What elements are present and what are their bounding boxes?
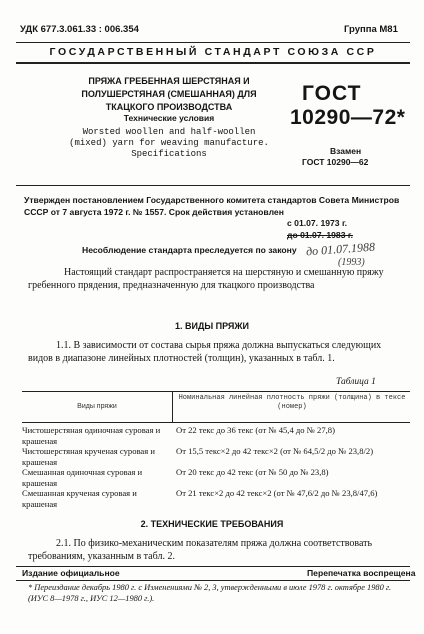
approval-text: Утвержден постановлением Государственного комитета стандартов Совета Министров СССР от 7 августа 1972 г. № 1557. Срок действия установлен (24, 195, 400, 217)
section-2-heading: 2. ТЕХНИЧЕСКИЕ ТРЕБОВАНИЯ (140, 519, 284, 529)
table-row-2-density: От 15,5 текс×2 до 42 текс×2 (от № 64,5/2 до № 23,8/2) (176, 446, 374, 456)
violation-notice: Несоблюдение стандарта преследуется по закону (82, 245, 297, 255)
intro-paragraph: Настоящий стандарт распространяется на шерстяную и смешанную пряжу гребенного прядения, предназначенную для ткацкого производства (28, 267, 384, 291)
group-code: Группа М81 (344, 24, 398, 35)
reprint-forbidden: Перепечатка воспрещена (307, 568, 416, 578)
table-row-2-kind: Чистошерстяная крученая суровая и крашеная (22, 446, 155, 467)
official-edition: Издание официальное (22, 568, 120, 578)
document-subtitle: Технические условия (123, 113, 215, 123)
replaces-standard: ГОСТ 10290—62 (302, 157, 369, 167)
table-header-divider (172, 391, 173, 422)
table-row-4-kind: Смешанная крученая суровая и крашеная (22, 488, 137, 509)
reissue-note: * Переиздание декабрь 1980 г. с Изменениями № 2, 3, утвержденными в июле 1978 г. октябре 1980 г. (ИУС 8—1978 г., ИУС 12—1980 г.). (28, 583, 392, 603)
table-col-density-header: Номинальная линейная плотность пряжи (толщина) в тексе (номер) (178, 394, 406, 411)
table-1-label: Таблица 1 (336, 377, 376, 387)
table-row-3-density: От 20 текс до 42 текс (от № 50 до № 23,8) (176, 467, 329, 477)
gost-label: ГОСТ (302, 82, 362, 105)
section-1-heading: 1. ВИДЫ ПРЯЖИ (174, 321, 250, 331)
table-row-1-density: От 22 текс до 36 текс (от № 45,4 до № 27,8) (176, 425, 335, 435)
table-header-rule (22, 422, 410, 423)
udk-code: УДК 677.3.061.33 : 006.354 (20, 24, 139, 35)
standard-rule (16, 62, 410, 64)
english-title: Worsted woollen and half-woollen (mixed) yarn for weaving manufacture. Specifications (69, 127, 269, 159)
top-rule (16, 42, 410, 43)
gost-number: 10290—72* (290, 106, 406, 129)
section-1-paragraph: 1.1. В зависимости от состава сырья пряжа должна выпускаться следующих видов в диапазоне линейных плотностей (толщин), указанных в табл. 1. (28, 340, 382, 364)
section-2-paragraph: 2.1. По физико-механическим показателям пряжа должна соответствовать требованиям, указанным в табл. 2. (28, 538, 373, 562)
valid-from: с 01.07. 1973 г. (287, 218, 348, 228)
table-row-1-kind: Чистошерстяная одиночная суровая и крашеная (22, 425, 161, 446)
replaces-label: Взамен (330, 146, 362, 156)
handwritten-date: до 01.07.1988 (305, 239, 376, 259)
footer-rule-2 (16, 580, 410, 581)
document-title: ПРЯЖА ГРЕБЕННАЯ ШЕРСТЯНАЯ И ПОЛУШЕРСТЯНАЯ (СМЕШАННАЯ) ДЛЯ ТКАЦКОГО ПРОИЗВОДСТВА (81, 76, 257, 112)
table-top-rule (22, 391, 410, 392)
table-row-3-kind: Смешанная одиночная суровая и крашеная (22, 467, 143, 488)
table-row-4-density: От 21 текс×2 до 42 текс×2 (от № 47,6/2 до № 23,8/47,6) (176, 488, 378, 498)
standard-line: ГОСУДАРСТВЕННЫЙ СТАНДАРТ СОЮЗА ССР (49, 46, 377, 58)
footer-rule (16, 566, 410, 567)
handwritten-year: (1993) (338, 257, 365, 268)
valid-to-struck: до 01.07. 1983 г. (287, 230, 353, 240)
approval-rule (16, 185, 410, 186)
table-col-kind-header: Виды пряжи (77, 403, 117, 410)
